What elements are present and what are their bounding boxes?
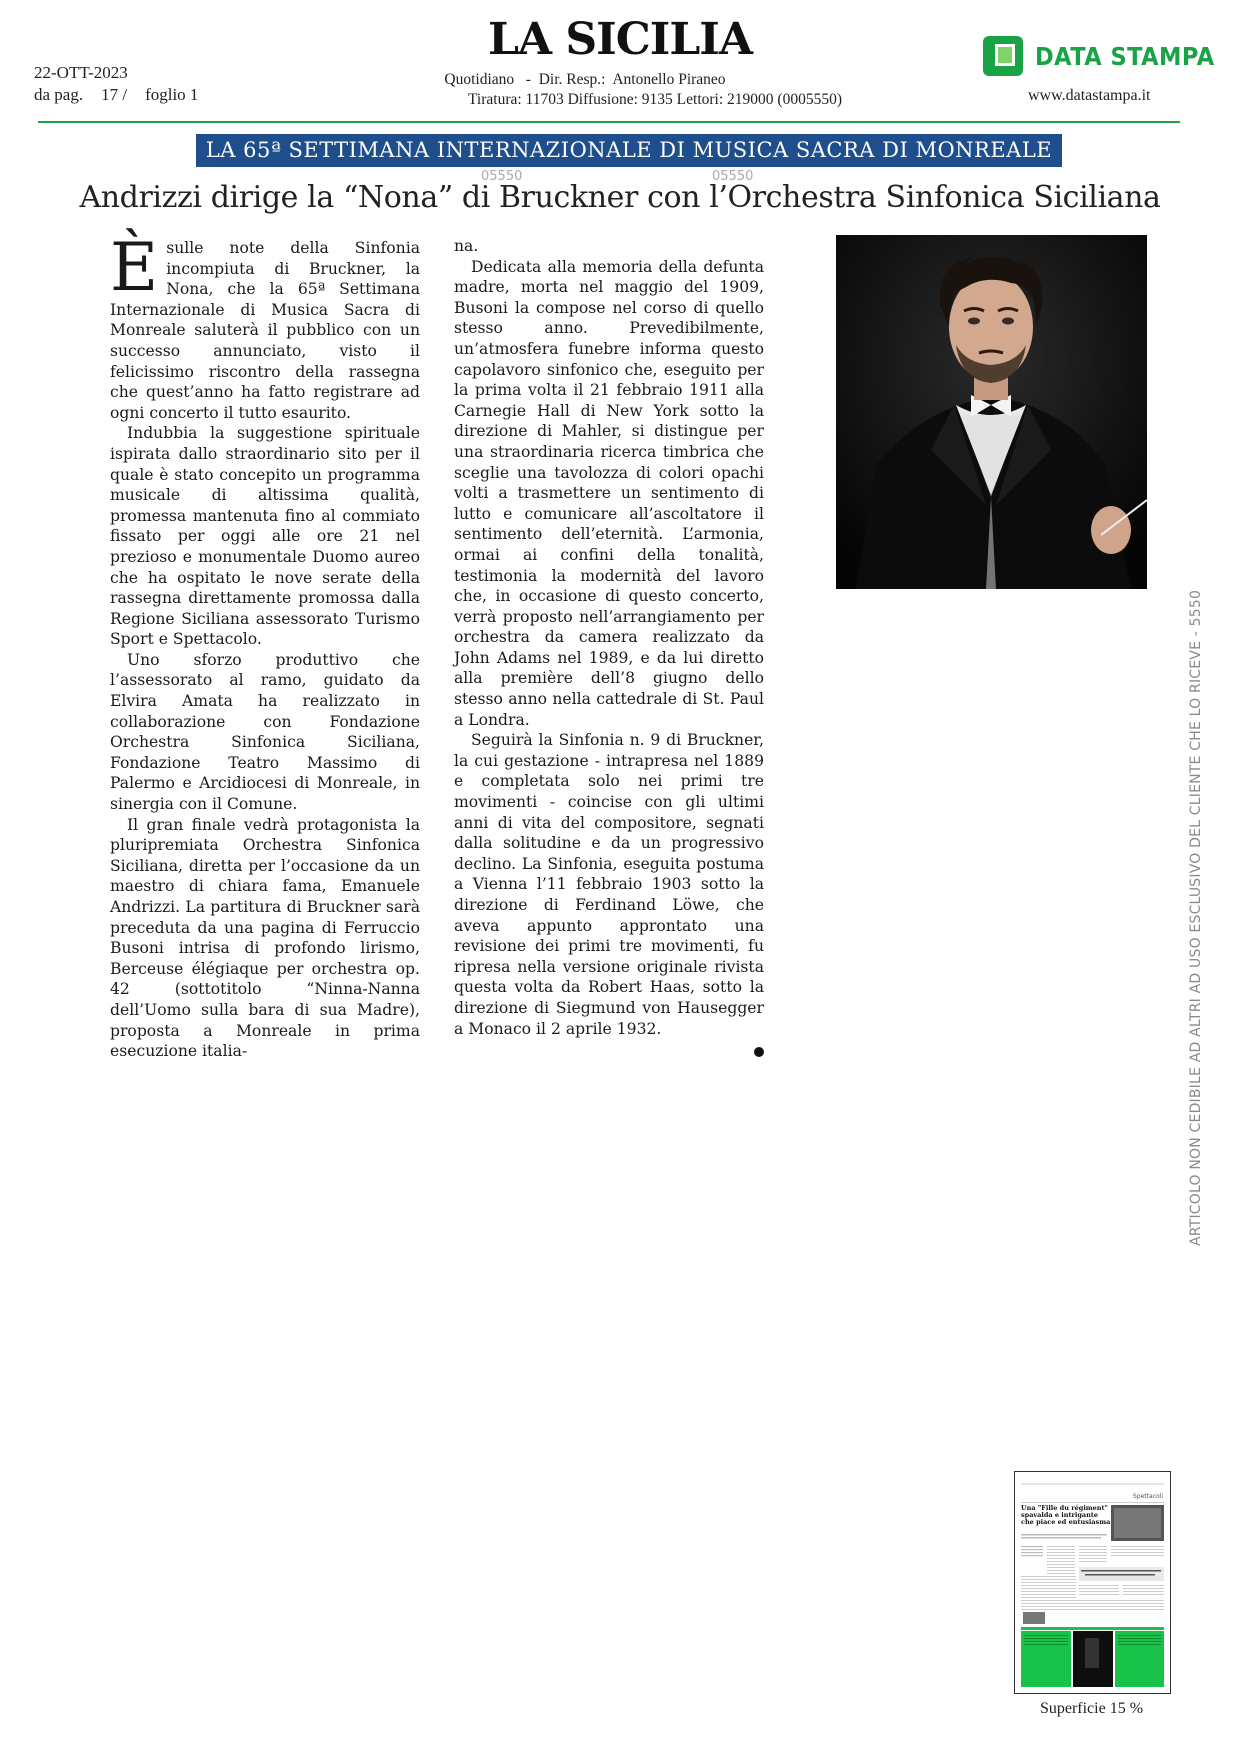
publication-meta-line1: Quotidiano - Dir. Resp.: Antonello Piraneo xyxy=(444,71,726,88)
paragraph xyxy=(110,229,420,423)
thumbnail-section: Spettacoli xyxy=(1133,1493,1163,1500)
masthead: LA SICILIA xyxy=(487,14,752,65)
article-kicker: LA 65ª SETTIMANA INTERNAZIONALE DI MUSICA SACRA DI MONREALE xyxy=(196,134,1062,167)
page-value: 17 / xyxy=(101,85,128,104)
issue-date: 22-OTT-2023 xyxy=(34,63,128,82)
agency-website-link[interactable]: www.datastampa.it xyxy=(1028,87,1151,104)
sheet-label: foglio 1 xyxy=(145,85,199,104)
paragraph: Uno sforzo produttivo che l’assessorato al ramo, guidato da Elvira Amata ha realizzato in collaborazione con Fondazione Orchestra Sinfonica Siciliana, Fondazione Teatro Massimo di Palermo e Arcidiocesi di Monreale, in sinergia con il Comune. xyxy=(110,650,420,814)
surface-caption: Superficie 15 % xyxy=(1039,1700,1144,1717)
page-thumbnail[interactable] xyxy=(1014,1471,1171,1694)
drop-cap: È xyxy=(110,229,159,306)
paragraph: na. xyxy=(454,237,479,255)
agency-name: DATA STAMPA xyxy=(1035,41,1215,71)
paragraph: Dedicata alla memoria della defunta madre, morta nel maggio del 1909, Busoni la compose nel corso di quello stesso anno. Prevedibilmente, un’atmosfera funebre informa questo capolavoro sinfonico che, eseguito per la prima volta il 21 febbraio 1911 alla Carnegie Hall di New York sotto la direzione di Mahler, si distingue per una straordinaria ricerca timbrica che sceglie una tavolozza di colori opachi volti a trasmettere un sentimento di lutto e comunicare all’ascoltatore il sentimento dell’eternità. L’armonia, ormai ai confini della tonalità, testimonia la modernità del lavoro che, in occasione di questo concerto, verrà proposto nell’arrangiamento per orchestra da camera realizzato da John Adams nel 1989, e da lui diretto alla première dell’8 giugno dello stesso anno nella cattedrale di St. Paul a Londra. xyxy=(454,257,764,729)
article-column-2 xyxy=(454,236,764,1057)
data-stampa-icon xyxy=(983,36,1023,76)
paragraph xyxy=(454,730,764,1039)
client-code-right: 05550 xyxy=(712,169,754,184)
data-stampa-logo[interactable] xyxy=(983,36,1235,76)
client-code-left: 05550 xyxy=(481,169,523,184)
paragraph-text: sulle note della Sinfonia incompiuta di Bruckner, la Nona, che la 65ª Settimana Internazionale di Musica Sacra di Monreale saluterà il pubblico con un successo annunciato, visto il felicissimo riscontro della rassegna che quest’anno ha fatto registrare ad ogni concerto il tutto esaurito. xyxy=(110,239,420,422)
paragraph: Il gran finale vedrà protagonista la pluripremiata Orchestra Sinfonica Siciliana, diretta per l’occasione da un maestro di chiara fama, Emanuele Andrizzi. La partitura di Bruckner sarà preceduta da una pagina di Ferruccio Busoni intrisa di profondo lirismo, Berceuse élégiaque per orchestra op. 42 (sottotitolo “Ninna-Nanna dell’Uomo sulla bara di sua Madre), proposta a Monreale in prima esecuzione italia- xyxy=(110,815,420,1061)
article-column-1 xyxy=(110,229,420,1062)
page-label: da pag. xyxy=(34,85,84,104)
end-of-article-mark xyxy=(754,1047,764,1057)
paragraph: Indubbia la suggestione spirituale ispirata dallo straordinario sito per il quale è stato concepito un programma musicale di altissima qualità, promessa mantenuta fino al commiato fissato per oggi alle ore 21 nel prezioso e monumentale Duomo aureo che ha ospitato le nove serate della rassegna direttamente promossa dalla Regione Siciliana assessorato Turismo Sport e Spettacolo. xyxy=(110,424,420,649)
thumbnail-headline: Una "Fille du régiment" spavalda e intrigante che piace ed entusiasma xyxy=(1021,1504,1111,1526)
conductor-photo xyxy=(836,235,1147,589)
publication-meta xyxy=(330,70,980,110)
publication-meta-line2: Tiratura: 11703 Diffusione: 9135 Lettori: 219000 (0005550) xyxy=(468,91,842,108)
header-divider xyxy=(38,121,1180,123)
article-headline: Andrizzi dirige la “Nona” di Bruckner con l’Orchestra Sinfonica Siciliana xyxy=(79,180,1161,215)
paragraph-text: Seguirà la Sinfonia n. 9 di Bruckner, la cui gestazione - intrapresa nel 1889 e completata solo nei primi tre movimenti - coincise con gli ultimi anni di vita del compositore, segnati dalla solitudine e da un progressivo declino. La Sinfonia, eseguita postuma a Vienna l’11 febbraio 1903 sotto la direzione di Ferdinand Löwe, che aveva appunto approntato una revisione dei primi tre movimenti, fu ripresa nella versione originale rivista questa volta da Robert Haas, sotto la direzione di Siegmund von Hausegger a Monaco il 2 aprile 1932. xyxy=(454,731,764,1038)
copyright-notice: ARTICOLO NON CEDIBILE AD ALTRI AD USO ESCLUSIVO DEL CLIENTE CHE LO RICEVE - 5550 xyxy=(1188,589,1204,1246)
